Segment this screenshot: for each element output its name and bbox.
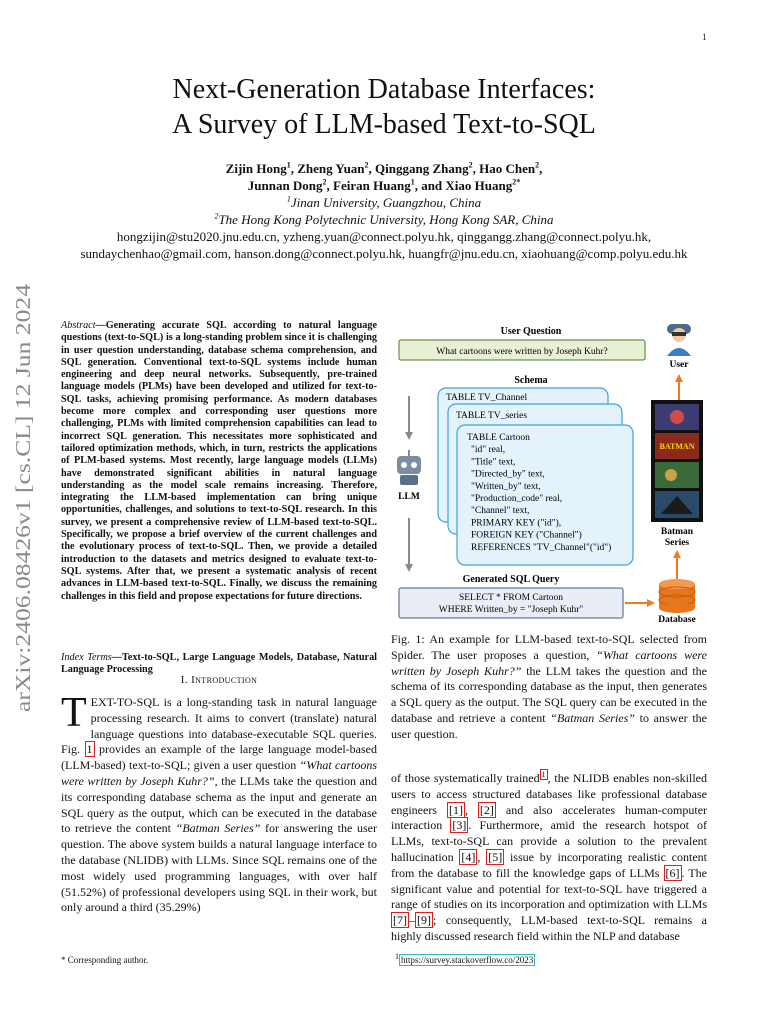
citation-link[interactable]: [3] xyxy=(452,818,467,833)
caption-content: “Batman Series” xyxy=(550,710,635,725)
caption-text: the LLM takes the question and the schema of its corresponding database as the input, then generates a SQL query as the output. The SQL query can be executed in the database and retrieve a content xyxy=(391,663,708,725)
author-affil-mark: 1 xyxy=(286,160,291,170)
arxiv-stamp-text: arXiv:2406.08426v1 [cs.CL] 12 Jun 2024 xyxy=(11,360,35,712)
table3-line: "Production_code" real, xyxy=(471,494,563,504)
page-number: 1 xyxy=(702,32,707,42)
title-line-2: A Survey of LLM-based Text-to-SQL xyxy=(172,109,596,140)
footnote-corresponding: * Corresponding author. xyxy=(61,955,149,965)
section-title: Introduction xyxy=(191,674,258,686)
affil-mark: 2 xyxy=(214,211,219,221)
index-terms-dash: — xyxy=(111,652,122,663)
footnote-url xyxy=(395,952,535,965)
affiliation-1 xyxy=(40,194,728,211)
llm-label: LLM xyxy=(398,492,420,502)
citation-link[interactable]: [7] xyxy=(393,913,407,928)
intro-text: EXT-TO-SQL is a long-standing task in natural language processing research. It aims to convert (translate) natural language questions into database-executable SQL queries. Fig. xyxy=(61,695,377,757)
user-question-label: User Question xyxy=(500,326,562,337)
dropcap: T xyxy=(61,690,87,736)
abstract-text: Generating accurate SQL according to natural language questions (text-to-SQL) is a long-standing problem since it is challenging in user question understanding, database schema comprehension, and SQL generation. Conventional text-to-SQL systems include human engineering and deep neural networks. Subsequently, pre-trained language models (PLMs) have been developed and utilized for text-to-SQL tasks, achieving promising performance. As modern databases become more complex and corresponding user questions more challenging, PLMs with limited comprehension capabilities can lead to incorrect SQL generation. This necessitates more sophisticated and tailored optimization methods, which, in turn, restricts the applications of PLM-based systems. Most recently, large language models (LLMs) have demonstrated significant abilities in natural language understanding as the model scale remains increasing. Therefore, integrating the LLM-based implementation can bring unique opportunities, challenges, and solutions to text-to-SQL research. In this survey, we present a comprehensive review of LLM-based text-to-SQL. Specifically, we propose a brief overview of the current challenges and the evolutionary process of text-to-SQL. Then, we provide a detailed introduction to the datasets and metrics designed to evaluate text-to-SQL systems. After that, we present a systematic analysis of recent advances in LLM-based text-to-SQL. Finally, we discuss the remaining challenges in this field and propose expectations for future directions. xyxy=(61,320,377,602)
table3-line: TABLE Cartoon xyxy=(467,433,530,443)
footnote-link[interactable]: 1 xyxy=(541,770,546,779)
intro-text: , the LLMs take the question and its corresponding database schema as the input and generate an SQL query as the output, which can be executed in the database to retrieve the content xyxy=(61,773,377,836)
body-text: . The significant value and potential for text-to-SQL have triggered a range of studies on its incorporation and optimization with LLMs xyxy=(391,865,707,912)
figure-link[interactable]: 1 xyxy=(86,742,93,757)
sql-line-1: SELECT * FROM Cartoon xyxy=(458,593,564,603)
index-terms-text: Text-to-SQL, Large Language Models, Database, Natural Language Processing xyxy=(61,652,377,676)
table3-line: "Directed_by" text, xyxy=(471,469,545,480)
author-block xyxy=(40,160,728,262)
author-name: Junnan Dong xyxy=(247,178,323,193)
table3-line: "Title" text, xyxy=(471,457,516,468)
affil-mark: 1 xyxy=(286,194,291,204)
database-label: Database xyxy=(658,615,696,624)
footnote-mark: 1 xyxy=(395,952,399,961)
author-sep: , xyxy=(472,161,480,176)
index-terms-label: Index Terms xyxy=(61,652,112,663)
abstract-dash: — xyxy=(95,320,106,331)
author-affil-mark: 2 xyxy=(364,160,369,170)
title-line-1: Next-Generation Database Interfaces: xyxy=(172,74,596,105)
author-line-1 xyxy=(40,160,728,177)
arxiv-stamp xyxy=(4,282,38,712)
abstract-label: Abstract xyxy=(61,320,96,331)
caption-text: An example for LLM-based text-to-SQL selected from Spider. The user proposes a question, xyxy=(391,632,707,662)
sql-label: Generated SQL Query xyxy=(462,574,560,585)
sql-line-2: WHERE Written_by = "Joseph Kuhr" xyxy=(438,605,584,615)
paper-title xyxy=(0,72,768,142)
user-label: User xyxy=(669,360,689,370)
section-heading xyxy=(61,674,377,686)
emails-line-1: hongzijin@stu2020.jnu.edu.cn, yzheng.yuan@connect.polyu.hk, qinggangg.zhang@connect.polyu.hk, xyxy=(116,229,652,244)
intro-paragraph xyxy=(61,690,378,916)
citation-link[interactable]: [1] xyxy=(448,802,463,817)
table3-line: FOREIGN KEY ("Channel") xyxy=(471,530,582,541)
author-affil-mark: 2 xyxy=(535,160,540,170)
caption-question: “What cartoons were written by Joseph Kuhr?” xyxy=(391,647,707,678)
affiliation-2 xyxy=(40,211,728,228)
citation-link[interactable]: [9] xyxy=(417,913,431,928)
caption-text: to answer the user question. xyxy=(391,710,707,741)
question-text: What cartoons were written by Joseph Kuhr? xyxy=(436,347,608,357)
figure-caption xyxy=(391,632,707,743)
intro-question: “What cartoons were written by Joseph Kuhr?” xyxy=(61,758,377,788)
schema-label: Schema xyxy=(514,375,548,386)
author-name: Xiao Huang xyxy=(445,178,513,193)
author-name: Feiran Huang xyxy=(333,178,411,193)
table2-text: TABLE TV_series xyxy=(456,411,528,421)
citation-dash: – xyxy=(409,913,415,928)
citation-link[interactable]: [2] xyxy=(479,802,494,817)
table3-line: PRIMARY KEY ("id"), xyxy=(471,518,562,529)
section-number: I. xyxy=(180,674,188,686)
author-name: Qinggang Zhang xyxy=(375,161,469,176)
citation-link[interactable]: [5] xyxy=(488,849,503,864)
intro-text: provides an example of the large language model-based (LLM-based) text-to-SQL; given a user question xyxy=(61,742,377,773)
series-label-2: Series xyxy=(664,538,690,548)
intro-content: “Batman Series” xyxy=(175,821,261,836)
caption-label: Fig. 1: xyxy=(391,632,425,646)
user-avatar-icon xyxy=(667,324,691,356)
database-icon xyxy=(659,579,695,613)
abstract xyxy=(61,320,377,603)
body-text: , the NLIDB enables non-skilled users to access structured databases like professional database engineers xyxy=(391,771,707,817)
author-affil-mark: 2* xyxy=(512,177,521,187)
author-name: Zijin Hong xyxy=(225,161,287,176)
table3-line: "id" real, xyxy=(471,445,506,456)
emails-line-2: sundaychenhao@gmail.com, hanson.dong@connect.polyu.hk, huangfr@jnu.edu.cn, xiaohuang@comp.polyu.edu.hk xyxy=(80,246,688,261)
footnote-url-link[interactable]: https://survey.stackoverflow.co/2023 xyxy=(401,955,534,965)
citation-link[interactable]: [6] xyxy=(665,865,680,880)
author-line-2 xyxy=(40,177,728,194)
table1-text: TABLE TV_Channel xyxy=(446,393,528,403)
batman-film-strip xyxy=(651,400,703,522)
author-name: Zheng Yuan xyxy=(297,161,365,176)
author-sep: , xyxy=(290,161,298,176)
author-affil-mark: 2 xyxy=(468,160,473,170)
author-name: Hao Chen xyxy=(479,161,536,176)
table3-line: "Channel" text, xyxy=(471,506,530,517)
body-text: issue by incorporating realistic content from the database to fill the knowledge gaps of LLMs xyxy=(391,849,708,880)
author-sep: , xyxy=(326,178,334,193)
citation-link[interactable]: [4] xyxy=(461,849,476,864)
robot-icon xyxy=(397,450,421,485)
right-column-body: of those systematically trained $^1$ , the NLIDB enables non-skilled users to access structured databases like professional database engineers [1] , [2] and also accelerates human-computer interaction [3] . Furthermore, amid the research hotspot of LLMs, text-to-SQL can provide a solution to the prevalent hallucination [4] , [5] issue by incorporating realistic content from the database to fill the knowledge gaps of LLMs [6] . The significant value and potential for text-to-SQL have triggered a range of studies on its incorporation and optimization with LLMs [7] – [9] ; consequently, LLM-based text-to-SQL remains a highly discussed research field within the NLP and database xyxy=(391,770,708,943)
figure-1 xyxy=(391,318,709,624)
body-text: of those systematically trained xyxy=(391,771,540,785)
batman-logo-text: BATMAN xyxy=(659,442,695,451)
author-affil-mark: 1 xyxy=(410,177,415,187)
affiliation-text: The Hong Kong Polytechnic University, Hong Kong SAR, China xyxy=(218,212,554,227)
series-label-1: Batman xyxy=(660,527,694,537)
author-sep: , xyxy=(368,161,376,176)
affiliation-text: Jinan University, Guangzhou, China xyxy=(290,195,482,210)
body-text: and also accelerates human-computer interaction xyxy=(391,802,708,833)
body-text: . Furthermore, amid the research hotspot of LLMs, text-to-SQL can provide a solution to the prevalent hallucination xyxy=(391,818,708,864)
table3-line: "Written_by" text, xyxy=(471,481,541,492)
author-sep: , and xyxy=(414,178,446,193)
author-sep: , xyxy=(539,161,543,176)
table3-line: REFERENCES "TV_Channel"("id") xyxy=(471,542,612,553)
index-terms xyxy=(61,652,377,677)
author-affil-mark: 2 xyxy=(322,177,327,187)
intro-text: for answering the user question. The above system builds a natural language interface to the database (NLIDB) with LLMs. Since SQL remains one of the most widely used programming languages, with over half (51.52%) of professional developers using SQL in their work, but only around a third (35.29%) xyxy=(61,821,378,915)
body-text: ; consequently, LLM-based text-to-SQL remains a highly discussed research field within the NLP and database xyxy=(391,913,707,943)
